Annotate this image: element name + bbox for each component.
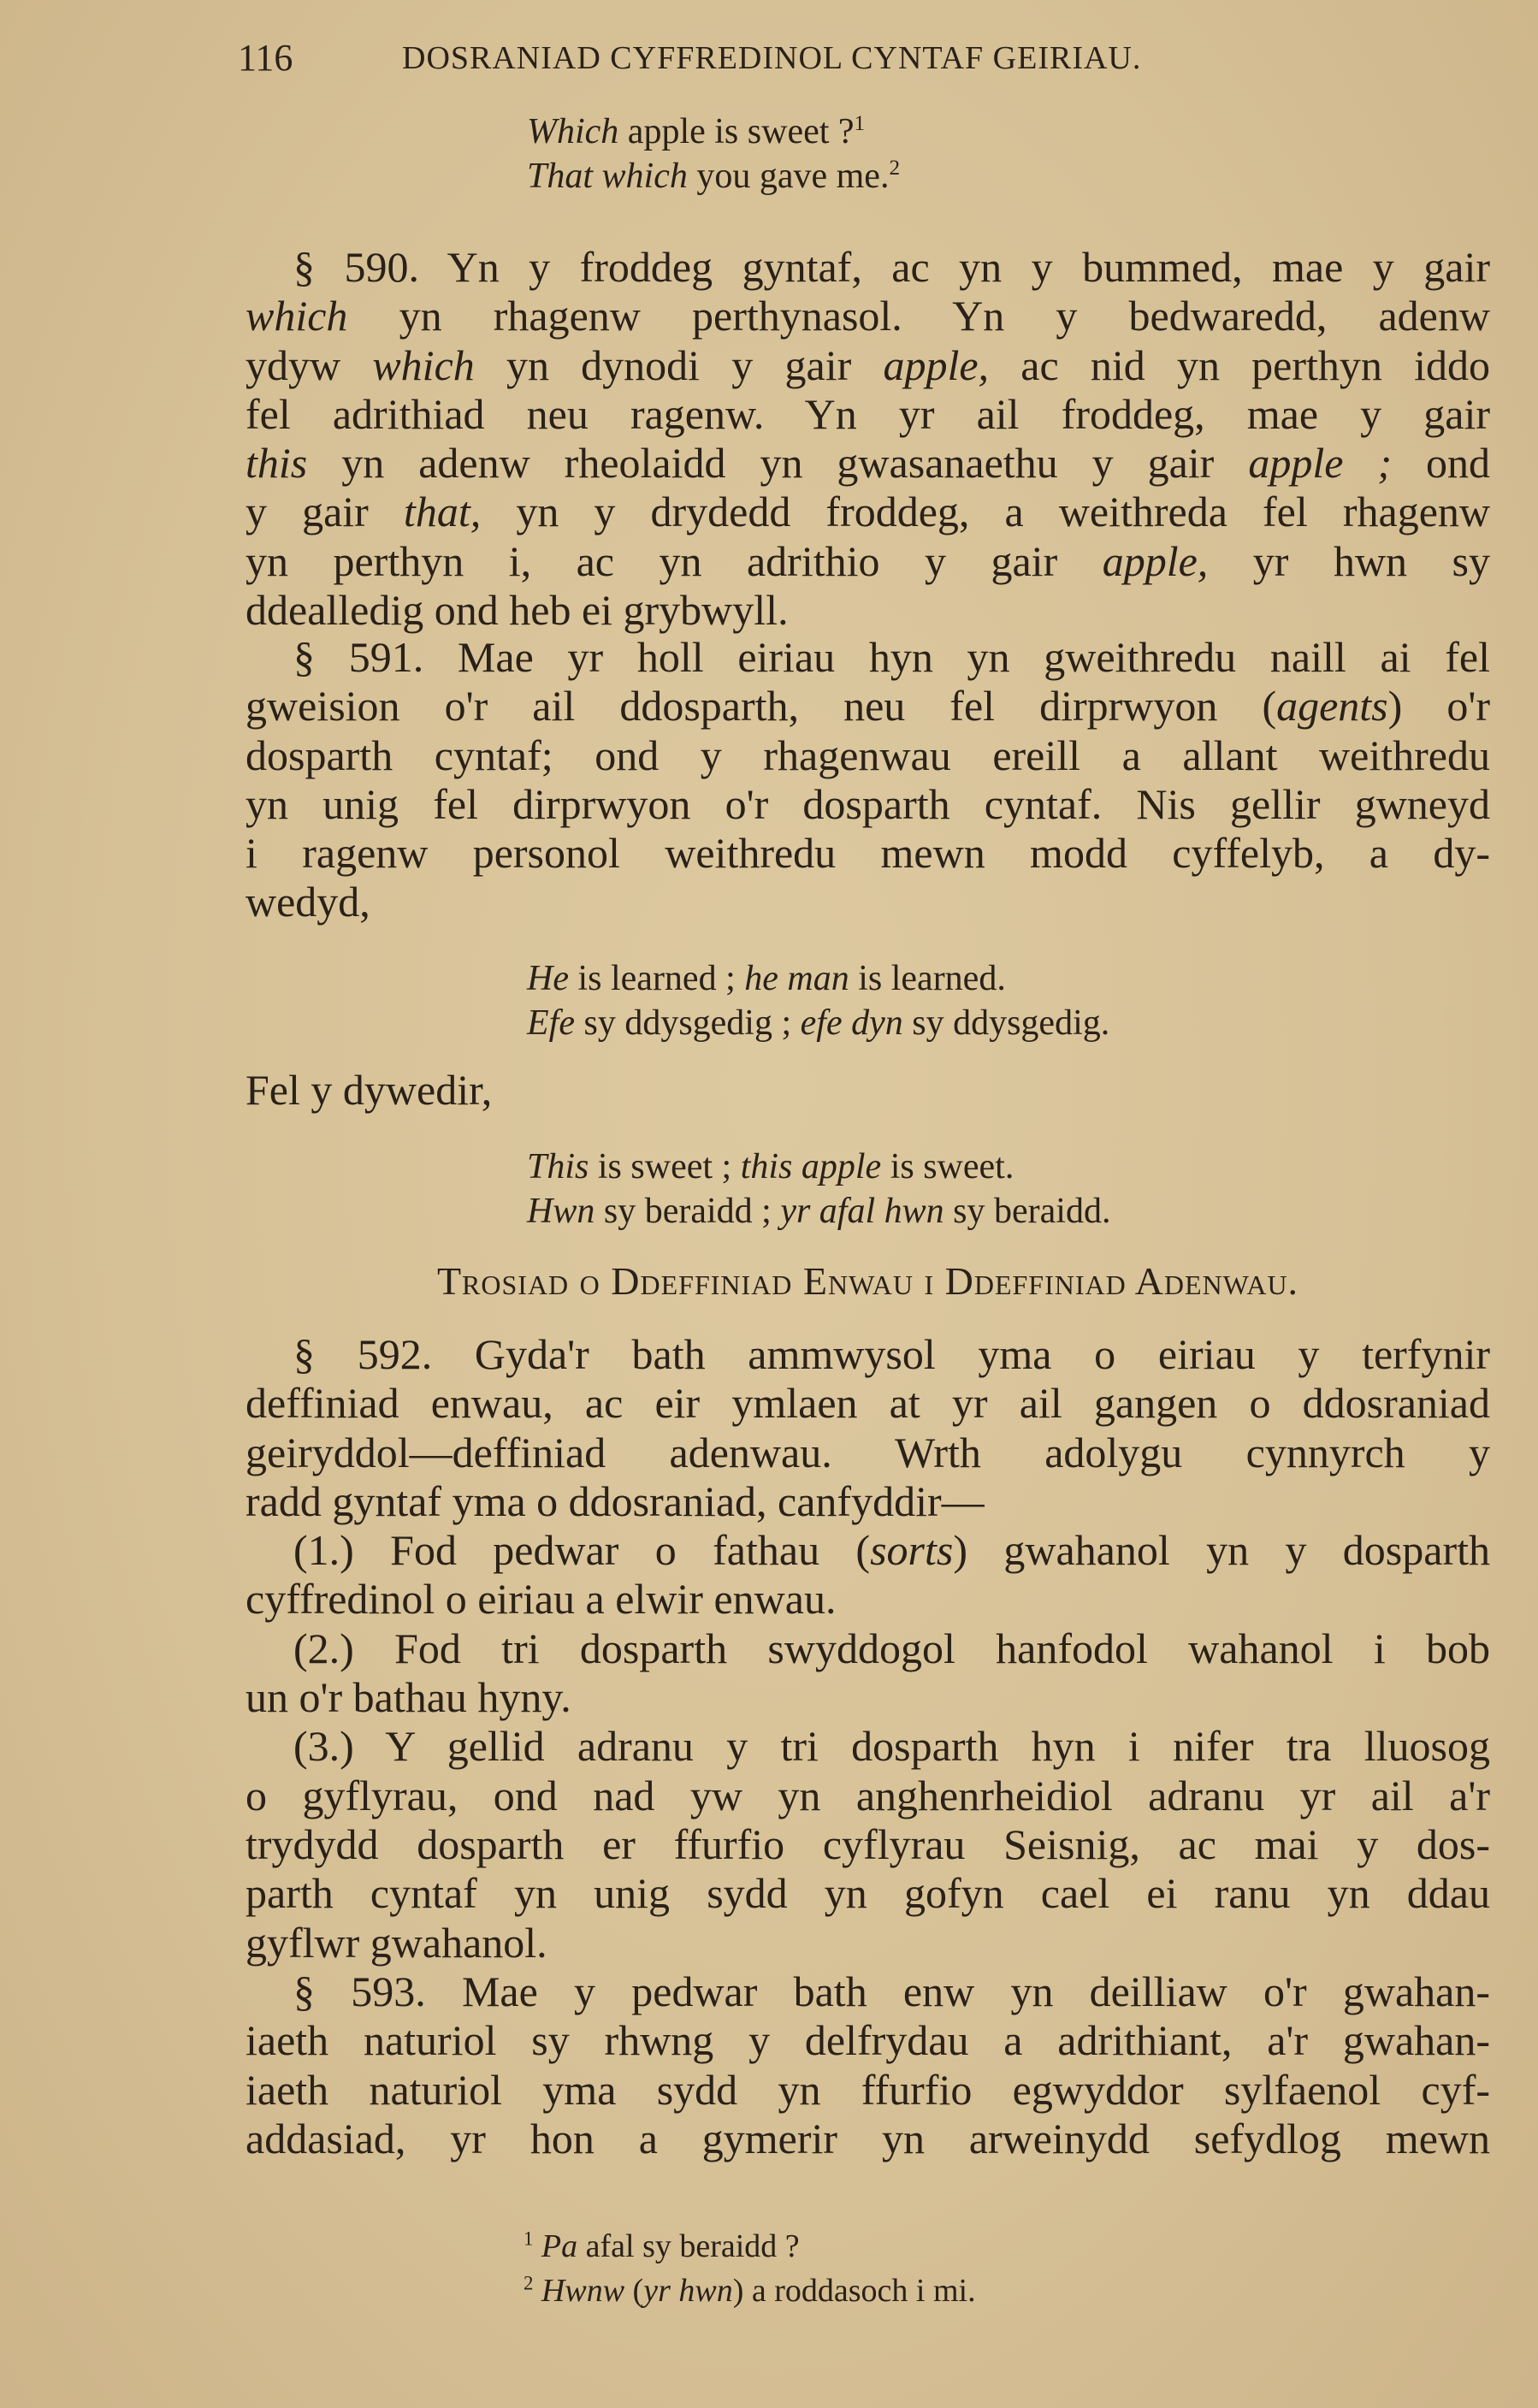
text-run: is sweet ;	[589, 1147, 741, 1186]
text-run: iaeth naturiol yma sydd yn ffurfio egwyddor sylfaenol cyf-	[245, 2065, 1490, 2114]
italic-run: apple,	[1102, 536, 1209, 585]
text-run: (2.) Fod tri dosparth swyddogol hanfodol wahanol i bob	[293, 1624, 1490, 1672]
text-line	[245, 878, 1490, 926]
italic-run: Hwnw	[541, 2273, 625, 2309]
running-title: DOSRANIAD CYFFREDINOL CYNTAF GEIRIAU.	[402, 40, 1142, 76]
text-line	[245, 780, 1490, 829]
text-run: i ragenw personol weithredu mewn modd cyffelyb, a dy-	[245, 829, 1490, 878]
text-line: Fel y dywedir,	[245, 1066, 493, 1114]
text-run: wedyd,	[245, 878, 370, 926]
text-run: deffiniad enwau, ac eir ymlaen at yr ail gangen o ddosraniad	[245, 1379, 1490, 1428]
text-line	[245, 2016, 1490, 2065]
text-line	[245, 243, 1490, 292]
text-run: is learned ;	[568, 959, 745, 998]
paragraph-590	[245, 243, 1490, 635]
example-block-top	[527, 109, 900, 198]
paragraph-593	[245, 1967, 1490, 2163]
footnote-marker: 2	[889, 157, 901, 180]
text-run: yn perthyn i, ac yn adrithio y gair	[245, 536, 1103, 585]
text-line	[245, 1722, 1490, 1771]
italic-run: sorts	[870, 1526, 954, 1575]
text-run: geiryddol—deffiniad adenwau. Wrth adolygu cynnyrch y	[245, 1428, 1490, 1476]
italic-run: which	[245, 292, 348, 340]
italic-run: yr afal hwn	[780, 1192, 944, 1231]
text-run: sy beraidd.	[944, 1192, 1111, 1231]
text-run: un o'r bathau hyny.	[245, 1673, 571, 1722]
text-line	[245, 1967, 1490, 2016]
text-run: § 592. Gyda'r bath ammwysol yma o eiriau y terfynir	[293, 1330, 1490, 1378]
text-line	[245, 390, 1490, 439]
italic-run: which	[372, 340, 475, 389]
text-run: o gyflyrau, ond nad yw yn anghenrheidiol adranu yr ail a'r	[245, 1771, 1490, 1819]
text-line	[245, 586, 1490, 635]
text-run: (3.) Y gellid adranu y tri dosparth hyn i nifer tra lluosog	[293, 1722, 1490, 1771]
text-run: yn y drydedd froddeg, a weithreda fel rhagenw	[481, 488, 1490, 536]
text-line	[245, 488, 1490, 536]
text-run: sy ddysgedig ;	[574, 1003, 801, 1043]
text-run: ydyw	[245, 340, 373, 389]
text-run: ) o'r	[1387, 682, 1490, 731]
text-line	[245, 1820, 1490, 1869]
text-run: § 591. Mae yr holl eiriau hyn yn gweithredu naill ai fel	[293, 633, 1490, 681]
text-run	[533, 2273, 541, 2309]
text-run: yr hwn sy	[1208, 536, 1491, 585]
text-run: ac nid yn perthyn iddo	[989, 340, 1491, 389]
text-line	[245, 1526, 1490, 1575]
text-line	[245, 731, 1490, 780]
italic-run: that,	[403, 488, 482, 536]
example-block-2	[527, 1145, 1110, 1234]
text-line	[527, 1145, 1110, 1189]
text-run: ond	[1392, 439, 1491, 488]
text-run: yn unig fel dirprwyon o'r dosparth cyntaf. Nis gellir gwneyd	[245, 779, 1490, 828]
text-run: parth cyntaf yn unig sydd yn gofyn cael ei ranu yn ddau	[245, 1869, 1490, 1918]
text-run: is sweet.	[881, 1147, 1014, 1186]
text-line	[245, 537, 1490, 586]
text-run: addasiad, yr hon a gymerir yn arweinydd sefydlog mewn	[245, 2114, 1490, 2162]
text-run: (	[624, 2273, 644, 2309]
text-line	[245, 633, 1490, 682]
italic-run: this apple	[740, 1147, 882, 1186]
text-run: yn adenw rheolaidd yn gwasanaethu y gair	[307, 439, 1249, 488]
text-line	[245, 2066, 1490, 2115]
text-line	[245, 439, 1490, 488]
text-line	[245, 1673, 1490, 1722]
text-run: is learned.	[849, 959, 1006, 998]
text-run: trydydd dosparth er ffurfio cyflyrau Seisnig, ac mai y dos-	[245, 1819, 1490, 1868]
italic-run: efe dyn	[800, 1003, 903, 1043]
text-line	[245, 292, 1490, 340]
text-run: dosparth cyntaf; ond y rhagenwau ereill a allant weithredu	[245, 731, 1490, 779]
italic-run: this	[245, 439, 308, 488]
section-heading: Trosiad o Ddeffiniad Enwau i Ddeffiniad Adenwau.	[436, 1259, 1299, 1303]
page-number: 116	[238, 37, 293, 79]
text-run: afal sy beraidd ?	[577, 2228, 800, 2264]
text-run: ) gwahanol yn y dosparth	[953, 1526, 1490, 1575]
fel-line	[245, 1066, 1490, 1115]
text-run: sy beraidd ;	[594, 1192, 781, 1231]
text-line	[524, 2224, 976, 2269]
text-run: y gair	[245, 488, 404, 536]
text-line	[245, 2115, 1490, 2163]
paragraph-592	[245, 1330, 1490, 1967]
text-run: yn dynodi y gair	[474, 340, 884, 389]
footnote-marker: 1	[524, 2228, 534, 2250]
italic-run: This	[527, 1147, 589, 1186]
italic-run: apple ;	[1248, 439, 1393, 488]
italic-run: yr hwn	[643, 2273, 733, 2309]
text-run: ) a roddasoch i mi.	[732, 2273, 976, 2309]
text-run: yn rhagenw perthynasol. Yn y bedwaredd, adenw	[347, 292, 1490, 340]
example-block-1	[527, 956, 1109, 1045]
text-line	[245, 682, 1490, 731]
text-line	[527, 956, 1109, 1001]
text-run: § 593. Mae y pedwar bath enw yn deilliaw o'r gwahan-	[293, 1967, 1490, 2015]
text-line	[527, 154, 900, 198]
text-run: § 590. Yn y froddeg gyntaf, ac yn y bummed, mae y gair	[293, 243, 1490, 291]
text-run: fel adrithiad neu ragenw. Yn yr ail froddeg, mae y gair	[245, 389, 1490, 438]
italic-run: apple,	[883, 340, 990, 389]
text-run: apple is sweet ?	[618, 112, 855, 151]
text-line	[245, 1624, 1490, 1673]
text-line	[527, 1001, 1109, 1045]
italic-run: Efe	[527, 1003, 575, 1043]
text-run: cyffredinol o eiriau a elwir enwau.	[245, 1575, 837, 1624]
text-line	[245, 1330, 1490, 1379]
text-line	[245, 1772, 1490, 1820]
text-line	[245, 1477, 1490, 1526]
text-run: radd gyntaf yma o ddosraniad, canfyddir—	[245, 1476, 985, 1525]
text-run: ddealledig ond heb ei grybwyll.	[245, 586, 789, 635]
text-run: (1.) Fod pedwar o fathau (	[293, 1526, 871, 1575]
text-line	[524, 2269, 976, 2313]
footnote-marker: 1	[854, 112, 866, 135]
text-line	[527, 109, 900, 154]
italic-run: He	[527, 959, 569, 998]
text-run	[533, 2228, 541, 2264]
text-line	[245, 341, 1490, 390]
italic-run: Hwn	[527, 1192, 595, 1231]
italic-run: agents	[1276, 682, 1388, 731]
text-run: iaeth naturiol sy rhwng y delfrydau a adrithiant, a'r gwahan-	[245, 2016, 1490, 2065]
footnote-marker: 2	[524, 2272, 534, 2294]
italic-run: Pa	[541, 2228, 578, 2264]
italic-run: That which	[527, 157, 688, 196]
footnotes	[524, 2224, 976, 2313]
text-run: gyflwr gwahanol.	[245, 1918, 547, 1967]
text-line	[245, 829, 1490, 878]
text-line	[245, 1575, 1490, 1624]
text-line	[527, 1189, 1110, 1234]
text-line	[245, 1919, 1490, 1967]
text-line	[245, 1379, 1490, 1428]
text-run: you gave me.	[687, 157, 890, 196]
paragraph-591	[245, 633, 1490, 927]
italic-run: he man	[744, 959, 849, 998]
text-line	[245, 1869, 1490, 1918]
text-line	[245, 1429, 1490, 1477]
text-run: gweision o'r ail ddosparth, neu fel dirprwyon (	[245, 682, 1277, 731]
italic-run: Which	[527, 112, 619, 151]
text-run: sy ddysgedig.	[902, 1003, 1110, 1043]
